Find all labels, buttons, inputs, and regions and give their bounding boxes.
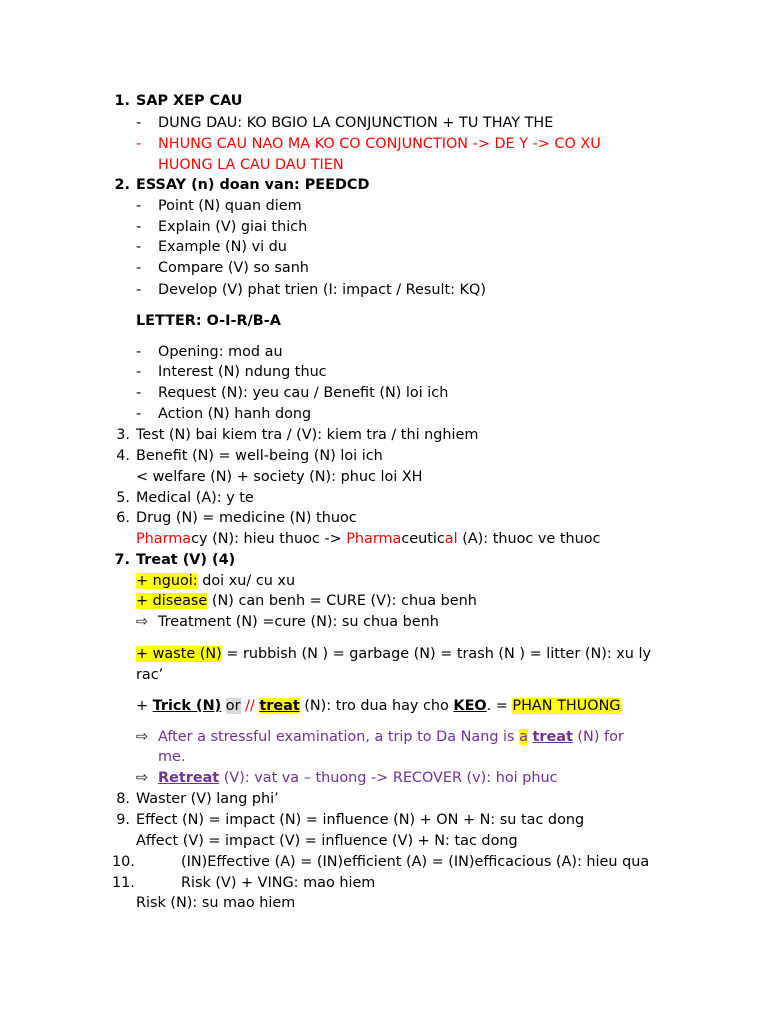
sub-item: + Trick (N) or // treat (N): tro dua hay cho KEO. = PHAN THUONG — [136, 698, 621, 714]
sub-item: + nguoi: doi xu/ cu xu — [136, 573, 296, 589]
arrow-icon: ⇨ — [136, 614, 149, 630]
sub-item: + disease (N) can benh = CURE (V): chua benh — [136, 593, 477, 609]
arrow-icon: ⇨ — [136, 729, 149, 745]
sub-item: + waste (N) = rubbish (N ) = garbage (N) = trash (N ) = litter (N): xu ly — [136, 646, 651, 662]
sub-item-cont: rac’ — [136, 667, 164, 683]
list-item-6-cont: Pharmacy (N): hieu thuoc -> Pharmaceutical (A): thuoc ve thuoc — [136, 531, 601, 547]
arrow-icon: ⇨ — [136, 770, 149, 786]
